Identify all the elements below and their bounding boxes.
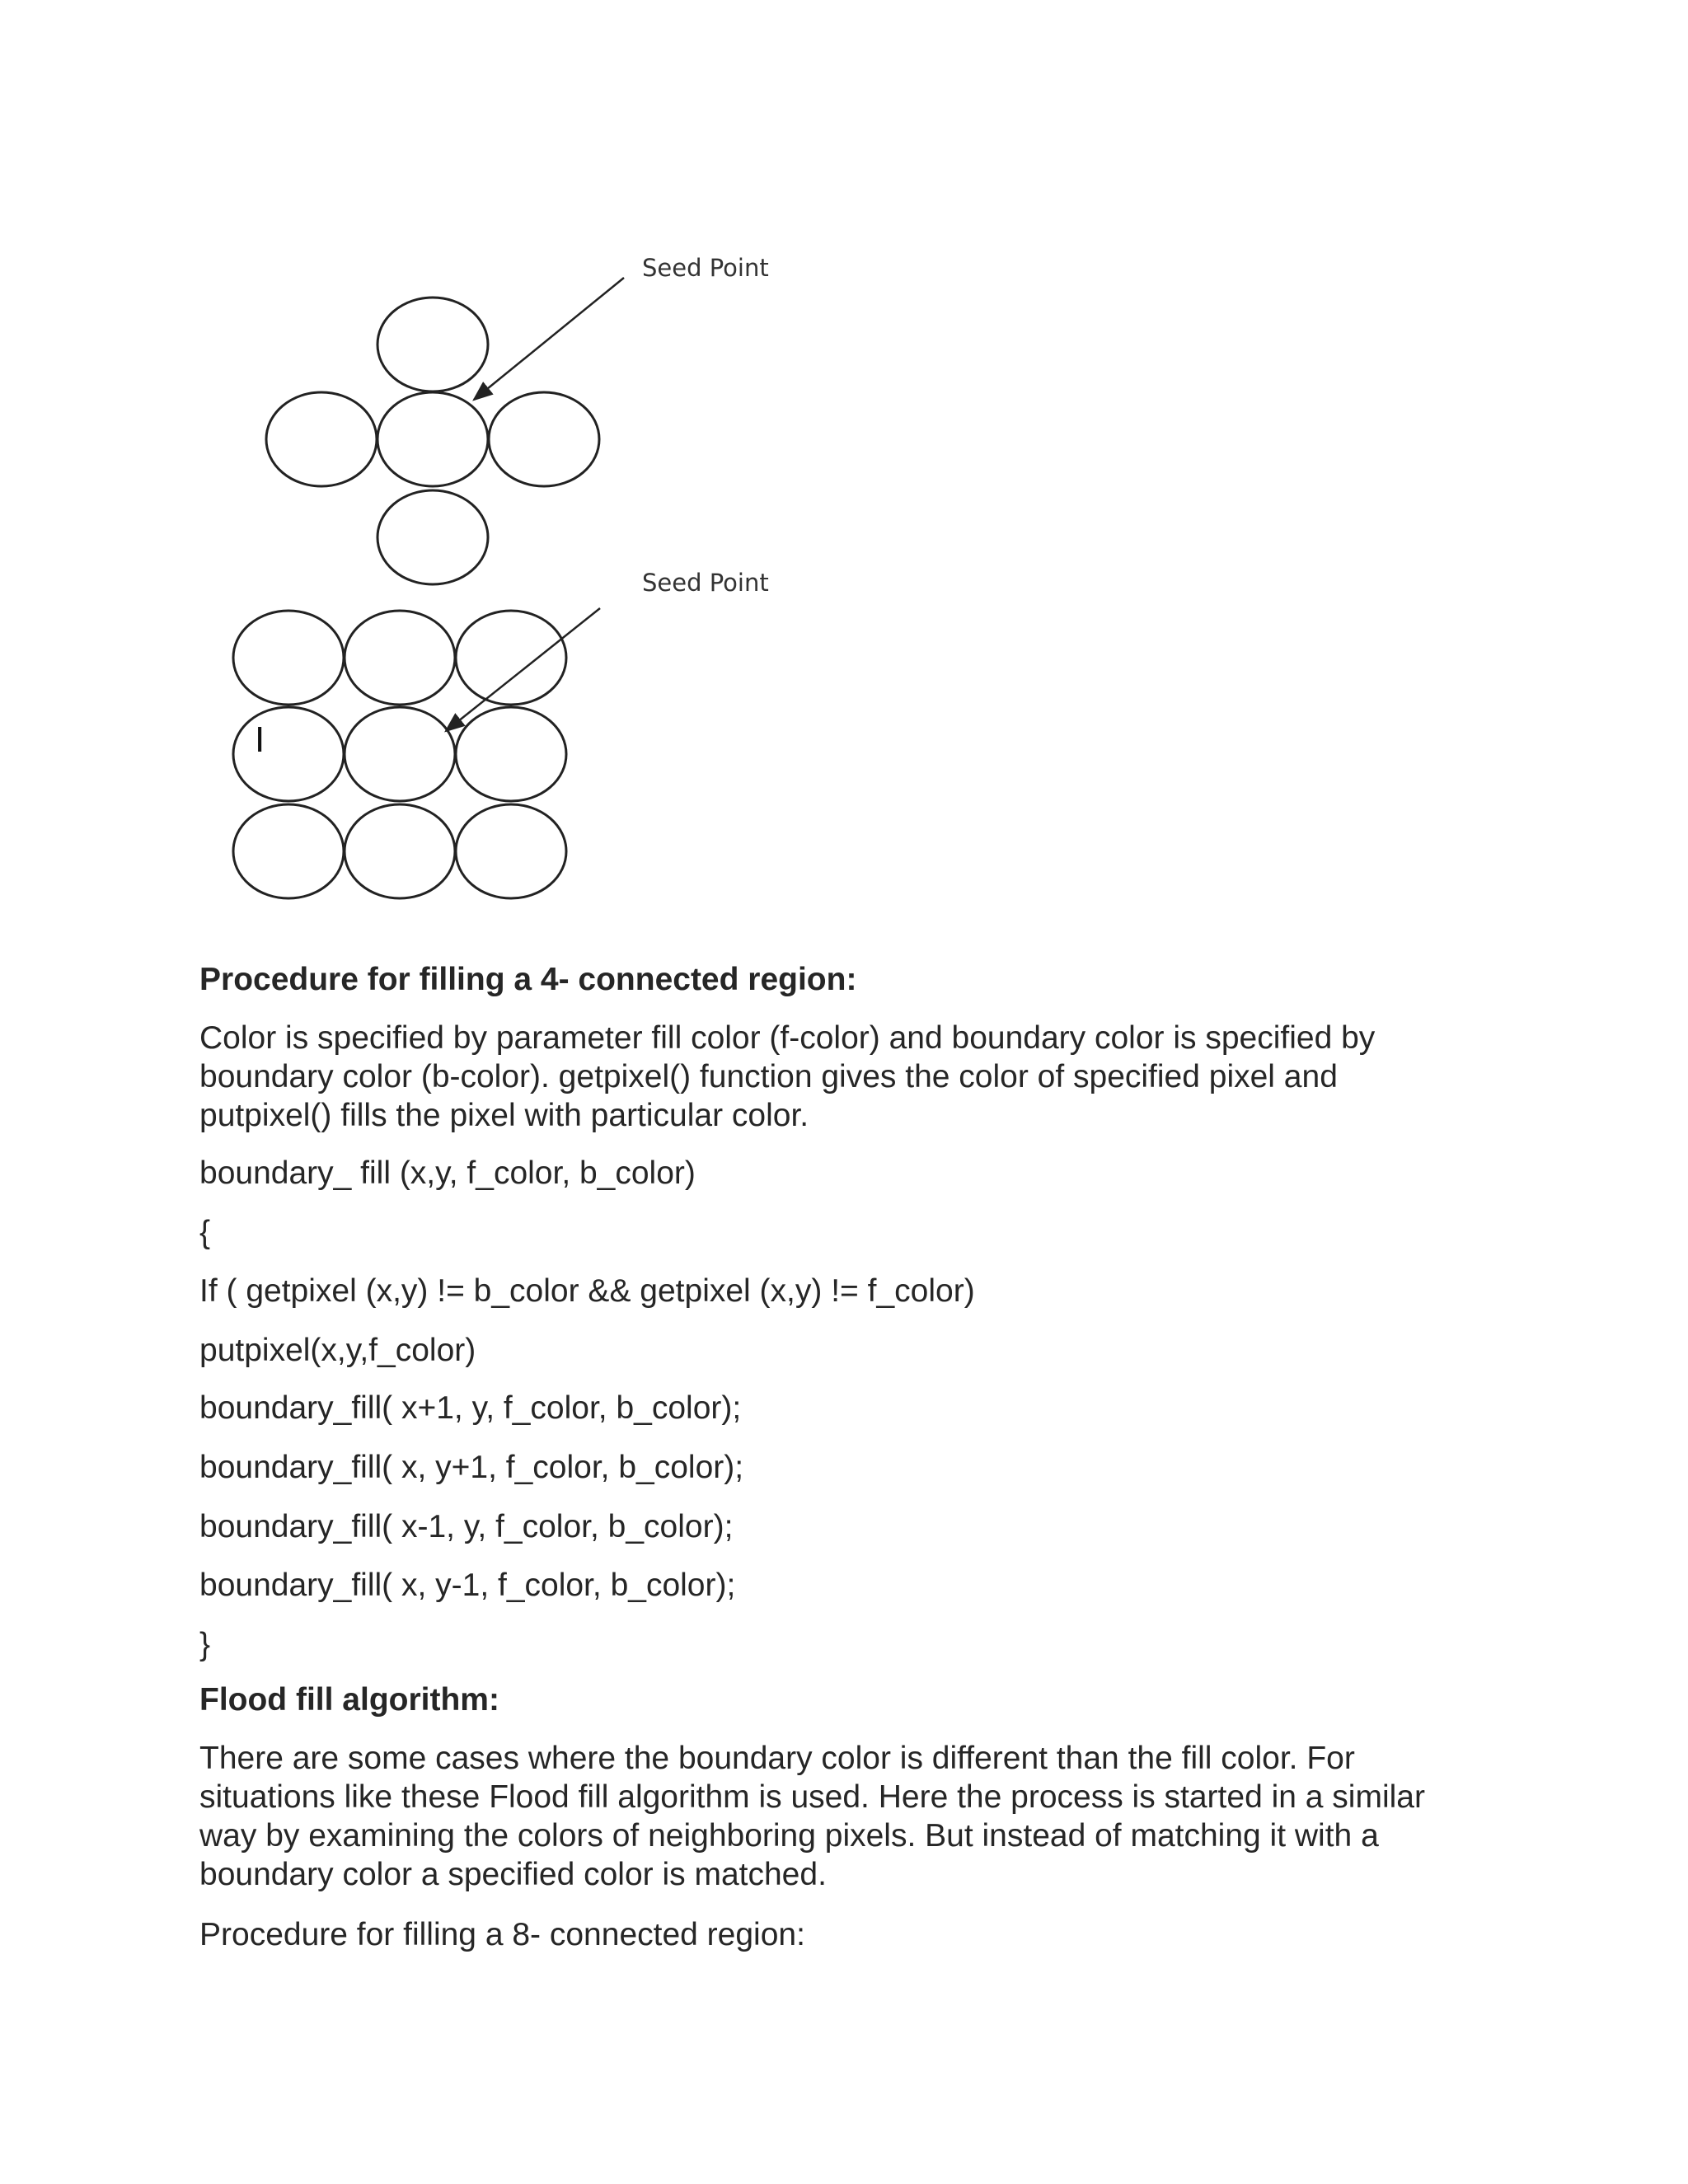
seed-fill-figure	[0, 0, 1688, 923]
code-line-call-down: boundary_fill( x, y+1, f_color, b_color);	[199, 1450, 744, 1485]
grid-circle	[345, 804, 455, 898]
grid-circle	[233, 611, 344, 705]
cursor-mark: I	[255, 719, 265, 760]
code-line-open-brace: {	[199, 1215, 211, 1250]
paragraph-line: way by examining the colors of neighboring pixels. But instead of matching it with a	[199, 1818, 1379, 1854]
paragraph-line: boundary color a specified color is matched.	[199, 1857, 827, 1892]
heading-flood-fill: Flood fill algorithm:	[199, 1682, 499, 1718]
circle-top	[377, 298, 488, 391]
code-line-signature: boundary_ fill (x,y, f_color, b_color)	[199, 1155, 696, 1191]
grid-circle	[233, 804, 344, 898]
circle-center-seed	[377, 392, 488, 486]
paragraph-line: situations like these Flood fill algorithm is used. Here the process is started in a similar	[199, 1779, 1425, 1815]
paragraph-line: boundary color (b-color). getpixel() function gives the color of specified pixel and	[199, 1059, 1338, 1094]
heading-4-connected: Procedure for filling a 4- connected region:	[199, 962, 857, 997]
grid-circle	[233, 707, 344, 801]
seed-point-label-bottom: Seed Point	[642, 569, 769, 597]
grid-circle	[456, 804, 566, 898]
code-line-close-brace: }	[199, 1627, 211, 1662]
code-line-if: If ( getpixel (x,y) != b_color && getpixel (x,y) != f_color)	[199, 1273, 975, 1309]
paragraph-flood-fill	[199, 1739, 1485, 1894]
grid-circle	[456, 611, 566, 705]
code-line-putpixel: putpixel(x,y,f_color)	[199, 1333, 476, 1368]
grid-circle-seed	[345, 707, 455, 801]
seed-point-label-top: Seed Point	[642, 254, 769, 282]
code-line-call-left: boundary_fill( x-1, y, f_color, b_color);	[199, 1509, 734, 1544]
circle-bottom	[377, 490, 488, 584]
code-line-call-up: boundary_fill( x, y-1, f_color, b_color);	[199, 1568, 736, 1603]
circle-left	[266, 392, 377, 486]
paragraph-line: There are some cases where the boundary color is different than the fill color. For	[199, 1741, 1355, 1776]
paragraph-4-connected	[199, 1019, 1485, 1135]
grid-circle	[345, 611, 455, 705]
closing-line: Procedure for filling a 8- connected region:	[199, 1917, 805, 1952]
paragraph-line: putpixel() fills the pixel with particular color.	[199, 1098, 809, 1133]
seed-arrow-top	[474, 278, 624, 400]
code-line-call-right: boundary_fill( x+1, y, f_color, b_color);	[199, 1390, 742, 1426]
circle-right	[489, 392, 599, 486]
grid-circle	[456, 707, 566, 801]
paragraph-line: Color is specified by parameter fill color (f-color) and boundary color is specified by	[199, 1020, 1376, 1056]
